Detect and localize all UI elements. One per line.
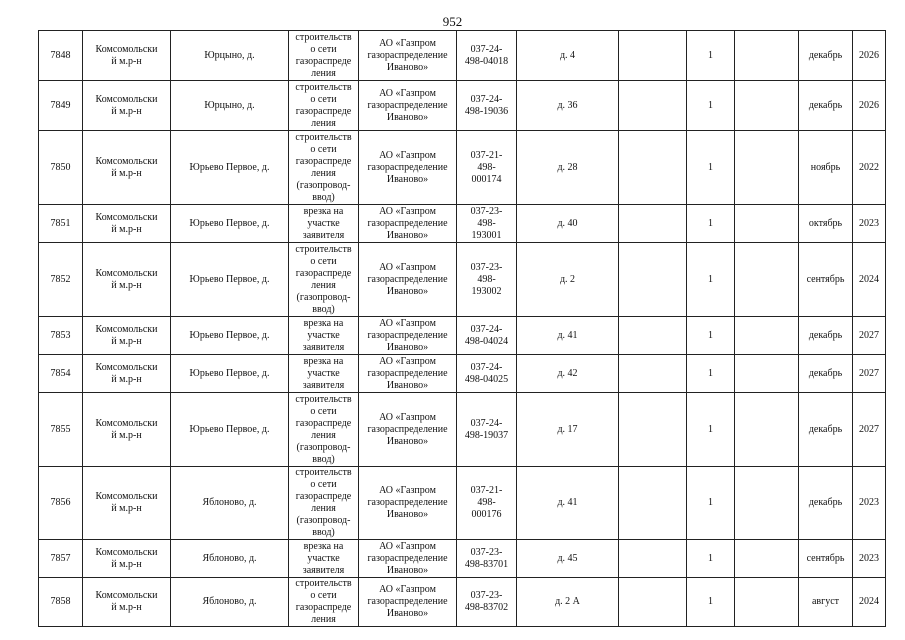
municipality-cell: Комсомольски й м.р-н [83,393,171,467]
row-number: 7853 [39,317,83,355]
empty-cell [735,243,799,317]
work-type-cell: врезка на участке заявителя [289,540,359,578]
year-cell: 2024 [853,243,886,317]
work-type-cell: врезка на участке заявителя [289,205,359,243]
organization-cell: АО «Газпром газораспределение Иваново» [359,578,457,627]
address-cell: д. 45 [517,540,619,578]
row-number: 7854 [39,355,83,393]
settlement-cell: Юрьево Первое, д. [171,131,289,205]
municipality-cell: Комсомольски й м.р-н [83,243,171,317]
settlement-cell: Юрьево Первое, д. [171,393,289,467]
municipality-cell: Комсомольски й м.р-н [83,355,171,393]
year-cell: 2023 [853,205,886,243]
municipality-cell: Комсомольски й м.р-н [83,205,171,243]
address-cell: д. 40 [517,205,619,243]
schedule-table [38,30,886,627]
empty-cell [735,355,799,393]
empty-cell [619,243,687,317]
address-cell: д. 41 [517,317,619,355]
month-cell: декабрь [799,355,853,393]
work-type-cell: строительств о сети газораспреде ления (газопровод- ввод) [289,131,359,205]
work-type-cell: врезка на участке заявителя [289,355,359,393]
quantity-cell: 1 [687,31,735,81]
settlement-cell: Яблоново, д. [171,578,289,627]
application-code-cell: 037-24- 498-04018 [457,31,517,81]
work-type-cell: строительств о сети газораспреде ления [289,81,359,131]
row-number: 7850 [39,131,83,205]
application-code-cell: 037-24- 498-04024 [457,317,517,355]
settlement-cell: Юрьево Первое, д. [171,317,289,355]
municipality-cell: Комсомольски й м.р-н [83,317,171,355]
settlement-cell: Юрьево Первое, д. [171,205,289,243]
address-cell: д. 2 [517,243,619,317]
address-cell: д. 42 [517,355,619,393]
empty-cell [619,131,687,205]
table-row [39,205,886,243]
empty-cell [735,131,799,205]
quantity-cell: 1 [687,205,735,243]
row-number: 7852 [39,243,83,317]
quantity-cell: 1 [687,131,735,205]
application-code-cell: 037-23- 498- 193002 [457,243,517,317]
application-code-cell: 037-24- 498-19037 [457,393,517,467]
address-cell: д. 28 [517,131,619,205]
organization-cell: АО «Газпром газораспределение Иваново» [359,131,457,205]
empty-cell [619,355,687,393]
settlement-cell: Яблоново, д. [171,467,289,540]
municipality-cell: Комсомольски й м.р-н [83,540,171,578]
quantity-cell: 1 [687,467,735,540]
municipality-cell: Комсомольски й м.р-н [83,467,171,540]
organization-cell: АО «Газпром газораспределение Иваново» [359,205,457,243]
application-code-cell: 037-21- 498- 000174 [457,131,517,205]
empty-cell [735,81,799,131]
application-code-cell: 037-23- 498-83702 [457,578,517,627]
organization-cell: АО «Газпром газораспределение Иваново» [359,81,457,131]
empty-cell [735,578,799,627]
year-cell: 2023 [853,467,886,540]
organization-cell: АО «Газпром газораспределение Иваново» [359,355,457,393]
address-cell: д. 2 А [517,578,619,627]
month-cell: декабрь [799,393,853,467]
municipality-cell: Комсомольски й м.р-н [83,578,171,627]
empty-cell [619,31,687,81]
organization-cell: АО «Газпром газораспределение Иваново» [359,243,457,317]
table-row [39,540,886,578]
settlement-cell: Юрьево Первое, д. [171,355,289,393]
municipality-cell: Комсомольски й м.р-н [83,31,171,81]
work-type-cell: строительств о сети газораспреде ления [289,31,359,81]
quantity-cell: 1 [687,393,735,467]
quantity-cell: 1 [687,81,735,131]
row-number: 7849 [39,81,83,131]
empty-cell [619,393,687,467]
empty-cell [735,467,799,540]
quantity-cell: 1 [687,540,735,578]
municipality-cell: Комсомольски й м.р-н [83,131,171,205]
organization-cell: АО «Газпром газораспределение Иваново» [359,393,457,467]
year-cell: 2027 [853,355,886,393]
month-cell: декабрь [799,81,853,131]
month-cell: декабрь [799,317,853,355]
row-number: 7858 [39,578,83,627]
year-cell: 2022 [853,131,886,205]
row-number: 7851 [39,205,83,243]
empty-cell [735,393,799,467]
empty-cell [735,31,799,81]
month-cell: ноябрь [799,131,853,205]
quantity-cell: 1 [687,243,735,317]
row-number: 7856 [39,467,83,540]
work-type-cell: строительств о сети газораспреде ления (газопровод- ввод) [289,393,359,467]
application-code-cell: 037-24- 498-04025 [457,355,517,393]
application-code-cell: 037-23- 498- 193001 [457,205,517,243]
empty-cell [619,467,687,540]
empty-cell [735,540,799,578]
month-cell: октябрь [799,205,853,243]
empty-cell [735,317,799,355]
table-row [39,317,886,355]
work-type-cell: врезка на участке заявителя [289,317,359,355]
page-number: 952 [442,14,463,29]
quantity-cell: 1 [687,317,735,355]
row-number: 7855 [39,393,83,467]
year-cell: 2027 [853,317,886,355]
table-row [39,578,886,627]
month-cell: август [799,578,853,627]
empty-cell [619,578,687,627]
settlement-cell: Юрьево Первое, д. [171,243,289,317]
organization-cell: АО «Газпром газораспределение Иваново» [359,31,457,81]
month-cell: сентябрь [799,540,853,578]
organization-cell: АО «Газпром газораспределение Иваново» [359,467,457,540]
table-row [39,243,886,317]
table-row [39,355,886,393]
municipality-cell: Комсомольски й м.р-н [83,81,171,131]
table-row [39,467,886,540]
empty-cell [619,540,687,578]
settlement-cell: Яблоново, д. [171,540,289,578]
year-cell: 2026 [853,81,886,131]
address-cell: д. 4 [517,31,619,81]
work-type-cell: строительств о сети газораспреде ления (газопровод- ввод) [289,243,359,317]
empty-cell [619,317,687,355]
organization-cell: АО «Газпром газораспределение Иваново» [359,540,457,578]
empty-cell [619,205,687,243]
table-row [39,31,886,81]
application-code-cell: 037-21- 498- 000176 [457,467,517,540]
year-cell: 2023 [853,540,886,578]
year-cell: 2027 [853,393,886,467]
row-number: 7857 [39,540,83,578]
application-code-cell: 037-24- 498-19036 [457,81,517,131]
table-body [39,31,886,627]
table-row [39,131,886,205]
table-row [39,393,886,467]
table-row [39,81,886,131]
month-cell: сентябрь [799,243,853,317]
empty-cell [619,81,687,131]
address-cell: д. 36 [517,81,619,131]
quantity-cell: 1 [687,578,735,627]
empty-cell [735,205,799,243]
work-type-cell: строительств о сети газораспреде ления (газопровод- ввод) [289,467,359,540]
organization-cell: АО «Газпром газораспределение Иваново» [359,317,457,355]
address-cell: д. 17 [517,393,619,467]
row-number: 7848 [39,31,83,81]
work-type-cell: строительств о сети газораспреде ления [289,578,359,627]
address-cell: д. 41 [517,467,619,540]
settlement-cell: Юрцыно, д. [171,81,289,131]
quantity-cell: 1 [687,355,735,393]
settlement-cell: Юрцыно, д. [171,31,289,81]
month-cell: декабрь [799,467,853,540]
year-cell: 2024 [853,578,886,627]
year-cell: 2026 [853,31,886,81]
month-cell: декабрь [799,31,853,81]
application-code-cell: 037-23- 498-83701 [457,540,517,578]
